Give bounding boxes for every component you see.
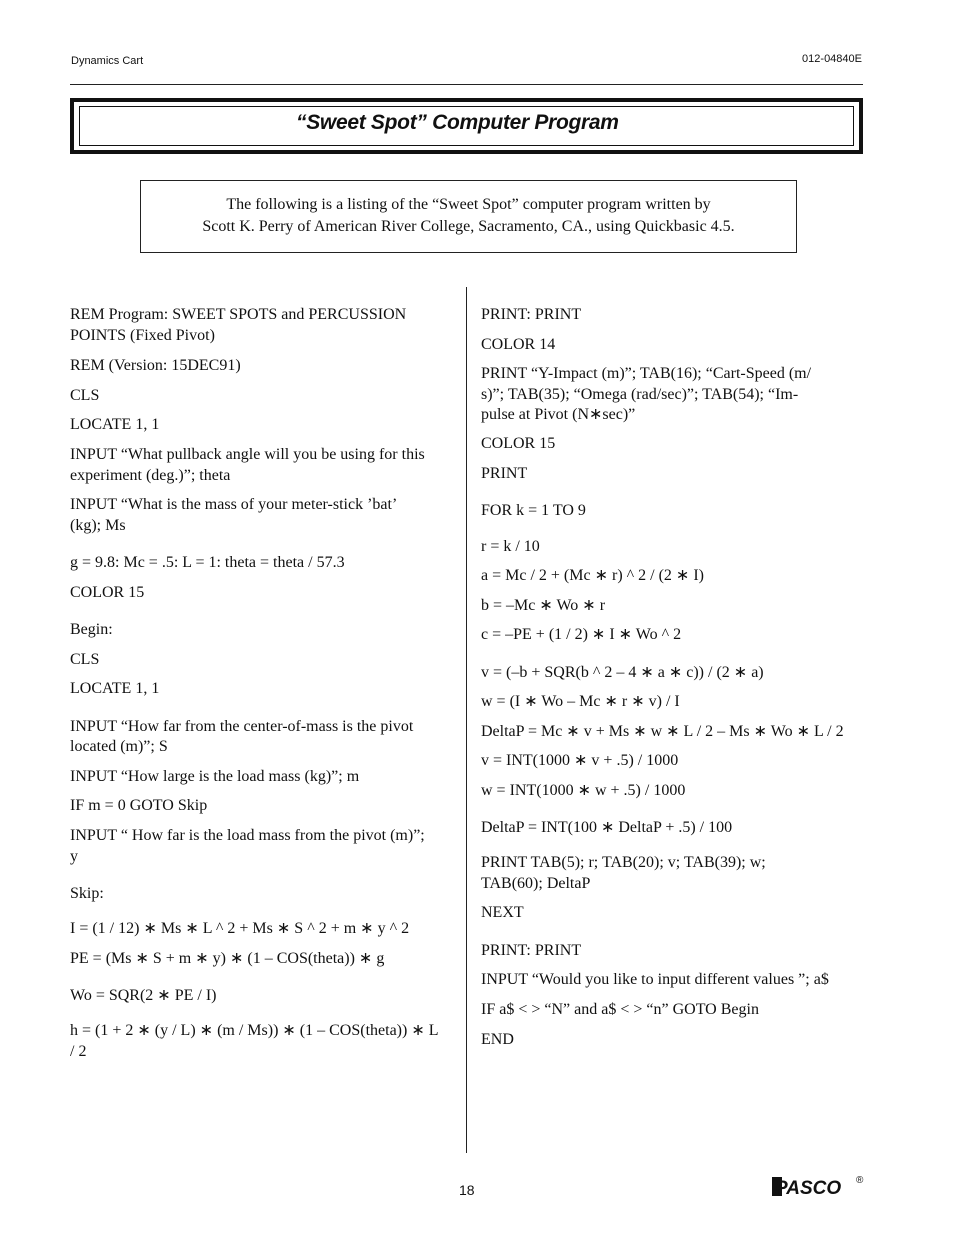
code-line: b = –Mc ∗ Wo ∗ r xyxy=(481,597,606,614)
code-line: LOCATE 1, 1 xyxy=(70,416,160,433)
code-line: COLOR 15 xyxy=(70,584,145,601)
code-line: experiment (deg.)”; theta xyxy=(70,467,231,484)
registered-mark: ® xyxy=(856,1175,864,1186)
code-line: g = 9.8: Mc = .5: L = 1: theta = theta / 57.3 xyxy=(70,554,345,571)
code-line: (kg); Ms xyxy=(70,517,126,534)
code-line: POINTS (Fixed Pivot) xyxy=(70,327,215,344)
code-line: LOCATE 1, 1 xyxy=(70,680,160,697)
code-line: located (m)”; S xyxy=(70,738,168,755)
code-line: COLOR 15 xyxy=(481,435,556,452)
code-line: PRINT: PRINT xyxy=(481,306,582,323)
running-header-title: Dynamics Cart xyxy=(71,55,144,67)
code-line: Wo = SQR(2 ∗ PE / I) xyxy=(70,987,217,1004)
pasco-logo-text: PASCO xyxy=(775,1178,842,1198)
title-box xyxy=(70,98,863,154)
intro-line-2: Scott K. Perry of American River College, Sacramento, CA., using Quickbasic 4.5. xyxy=(202,217,735,235)
code-line: PRINT: PRINT xyxy=(481,942,582,959)
code-line: CLS xyxy=(70,651,100,668)
code-line: a = Mc / 2 + (Mc ∗ r) ^ 2 / (2 ∗ I) xyxy=(481,567,704,584)
code-line: pulse at Pivot (N∗sec)” xyxy=(481,406,636,423)
code-line: PE = (Ms ∗ S + m ∗ y) ∗ (1 – COS(theta)) ∗ g xyxy=(70,950,385,967)
code-line: I = (1 / 12) ∗ Ms ∗ L ^ 2 + Ms ∗ S ^ 2 + m ∗ y ^ 2 xyxy=(70,920,410,937)
code-line: DeltaP = Mc ∗ v + Ms ∗ w ∗ L / 2 – Ms ∗ Wo ∗ L / 2 xyxy=(481,723,844,740)
column-divider xyxy=(466,287,467,1153)
header-rule xyxy=(70,84,863,85)
code-line: INPUT “How far from the center-of-mass is the pivot xyxy=(70,718,414,735)
code-line: INPUT “What is the mass of your meter-stick ’bat’ xyxy=(70,496,398,513)
code-line: s)”; TAB(35); “Omega (rad/sec)”; TAB(54); “Im- xyxy=(481,386,799,403)
code-line: / 2 xyxy=(70,1043,87,1060)
code-line: r = k / 10 xyxy=(481,538,540,555)
code-line: w = INT(1000 ∗ w + .5) / 1000 xyxy=(481,782,686,799)
code-line: CLS xyxy=(70,387,100,404)
code-line: Skip: xyxy=(70,885,104,902)
code-line: c = –PE + (1 / 2) ∗ I ∗ Wo ^ 2 xyxy=(481,626,682,643)
code-line: DeltaP = INT(100 ∗ DeltaP + .5) / 100 xyxy=(481,819,733,836)
code-line: IF m = 0 GOTO Skip xyxy=(70,797,208,814)
code-line: y xyxy=(70,848,78,865)
code-line: INPUT “Would you like to input different values ”; a$ xyxy=(481,971,829,988)
code-line: TAB(60); DeltaP xyxy=(481,875,591,892)
code-line: REM Program: SWEET SPOTS and PERCUSSION xyxy=(70,306,407,323)
code-line: w = (I ∗ Wo – Mc ∗ r ∗ v) / I xyxy=(481,693,680,710)
code-line: FOR k = 1 TO 9 xyxy=(481,502,586,519)
code-line: INPUT “How large is the load mass (kg)”; m xyxy=(70,768,360,785)
code-line: END xyxy=(481,1031,514,1048)
code-line: v = INT(1000 ∗ v + .5) / 1000 xyxy=(481,752,679,769)
code-line: INPUT “What pullback angle will you be using for this xyxy=(70,446,425,463)
pasco-logo xyxy=(772,1175,854,1198)
page-title: “Sweet Spot” Computer Program xyxy=(296,111,619,134)
code-line: INPUT “ How far is the load mass from the pivot (m)”; xyxy=(70,827,425,844)
code-line: REM (Version: 15DEC91) xyxy=(70,357,241,374)
code-line: PRINT TAB(5); r; TAB(20); v; TAB(39); w; xyxy=(481,854,766,871)
code-line: NEXT xyxy=(481,904,524,921)
page-number: 18 xyxy=(459,1182,475,1198)
code-line: IF a$ < > “N” and a$ < > “n” GOTO Begin xyxy=(481,1001,759,1018)
code-line: COLOR 14 xyxy=(481,336,556,353)
intro-line-1: The following is a listing of the “Sweet Spot” computer program written by xyxy=(226,196,711,213)
code-line: Begin: xyxy=(70,621,113,638)
code-line: h = (1 + 2 ∗ (y / L) ∗ (m / Ms)) ∗ (1 – COS(theta)) ∗ L xyxy=(70,1022,439,1039)
document-number: 012-04840E xyxy=(802,53,862,65)
code-line: v = (–b + SQR(b ^ 2 – 4 ∗ a ∗ c)) / (2 ∗ a) xyxy=(481,664,764,681)
code-line: PRINT “Y-Impact (m)”; TAB(16); “Cart-Speed (m/ xyxy=(481,365,812,382)
code-line: PRINT xyxy=(481,465,528,482)
intro-box xyxy=(140,180,797,253)
